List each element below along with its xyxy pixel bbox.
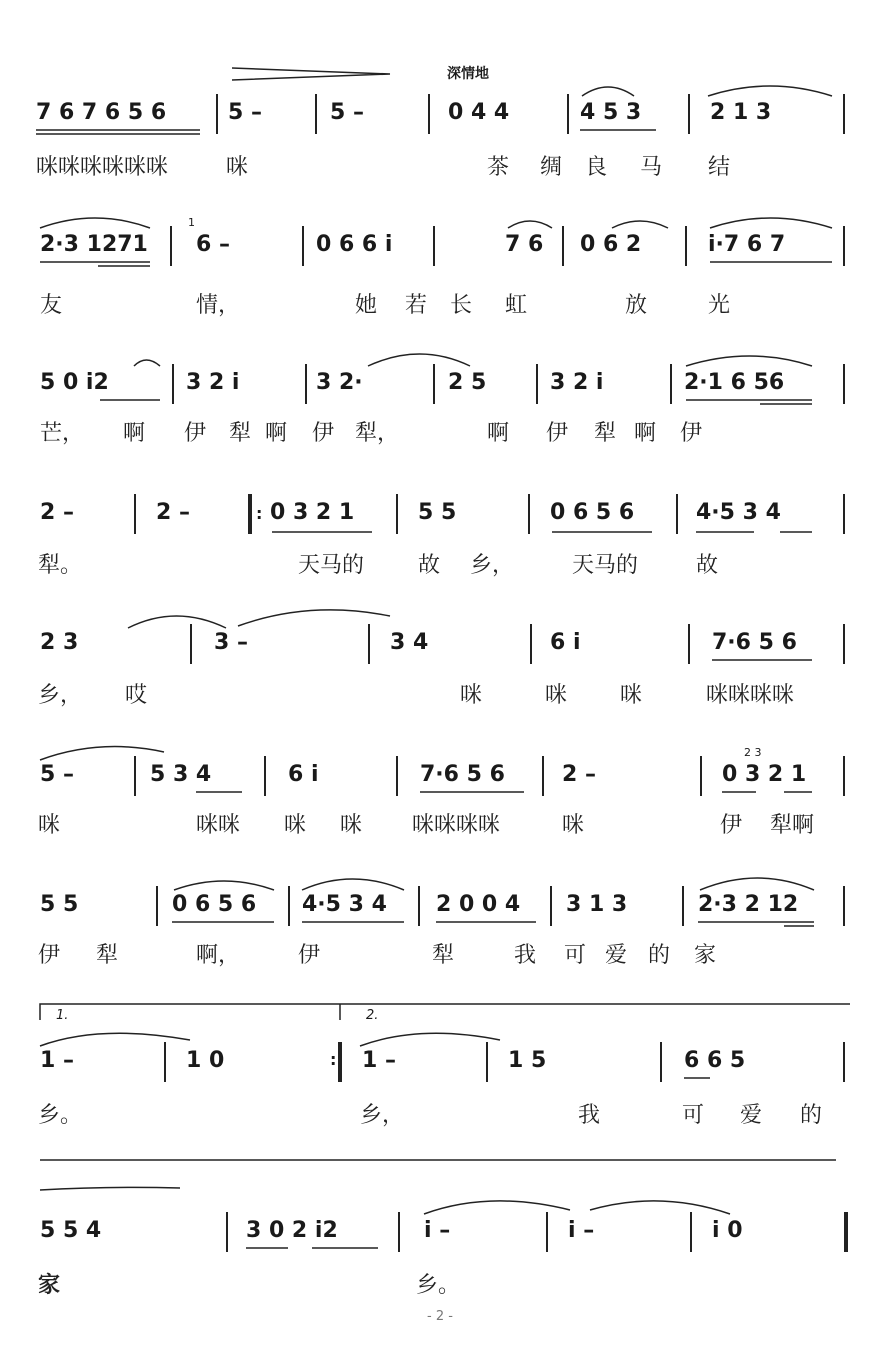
- measure: 0 6 2: [580, 232, 642, 257]
- lyric: 可: [564, 943, 587, 968]
- lyric: 长: [450, 293, 473, 318]
- measure: 2 3: [40, 630, 79, 655]
- lyric: 芒，: [40, 421, 85, 446]
- lyric: 我: [578, 1103, 601, 1128]
- measure: 6 –: [196, 232, 230, 257]
- slur: [424, 1201, 570, 1214]
- lyric: 伊: [680, 421, 703, 446]
- slur: [40, 747, 164, 760]
- page-number: - 2 -: [427, 1309, 453, 1324]
- lyric: 咪: [284, 813, 307, 838]
- lyric: 咪: [620, 683, 643, 708]
- slur: [302, 879, 404, 890]
- lyric: 乡，: [360, 1103, 405, 1128]
- lyric: 情，: [196, 293, 241, 318]
- lyric: 放: [625, 293, 648, 318]
- measure: 7·6 5 6: [712, 630, 797, 655]
- lyric: 咪: [38, 813, 61, 838]
- measure: 3 1 3: [566, 892, 628, 917]
- lyric: 若: [405, 293, 428, 318]
- measure: 6 i: [550, 630, 581, 655]
- lyric: 家: [694, 943, 717, 968]
- measure: 3 2·: [316, 370, 363, 395]
- lyric: 天马的: [572, 553, 639, 578]
- grace-note: 2 3: [744, 746, 762, 759]
- measure: 6 i: [288, 762, 319, 787]
- measure: i 0: [712, 1218, 743, 1243]
- lyric: 犁: [432, 943, 455, 968]
- measure: 7 6 7 6 5 6: [36, 100, 167, 125]
- measure: 3 0 2 i2: [246, 1218, 338, 1243]
- slur: [40, 1033, 190, 1046]
- lyric: 咪咪咪咪: [706, 683, 795, 708]
- measure: i –: [568, 1218, 595, 1243]
- repeat-dots: :: [330, 1050, 337, 1069]
- slur: [686, 356, 812, 366]
- measure: 4 5 3: [580, 100, 642, 125]
- lyric: 犁，: [355, 421, 400, 446]
- lyric: 啊: [634, 421, 657, 446]
- slur: [40, 218, 150, 228]
- volta-1-label: 1.: [56, 1008, 69, 1023]
- lyric: 友: [40, 293, 63, 318]
- lyric: 咪咪: [196, 813, 241, 838]
- slur: [612, 221, 668, 228]
- tempo-marking: 深情地: [447, 66, 489, 82]
- grace-note: 1: [188, 216, 195, 229]
- lyric: 虹: [505, 293, 528, 318]
- crescendo-hairpin: [232, 68, 390, 80]
- measure: 2 –: [40, 500, 74, 525]
- lyric: 天马的: [298, 553, 365, 578]
- measure: 3 2 i: [186, 370, 240, 395]
- volta-2-label: 2.: [366, 1008, 379, 1023]
- lyric: 咪: [562, 813, 585, 838]
- lyric: 爱: [740, 1103, 763, 1128]
- measure: 2 5: [448, 370, 487, 395]
- lyric: 乡，: [38, 683, 83, 708]
- lyric: 可: [682, 1103, 705, 1128]
- measure: 3 2 i: [550, 370, 604, 395]
- measure: 5 –: [40, 762, 74, 787]
- lyric: 犁啊: [770, 813, 815, 838]
- measure: 5 5 4: [40, 1218, 102, 1243]
- measure: 2·3 1271: [40, 232, 148, 257]
- lyric: 乡。: [416, 1273, 461, 1298]
- measure: 0 4 4: [448, 100, 510, 125]
- measure: 7·6 5 6: [420, 762, 505, 787]
- measure: 5 5: [418, 500, 457, 525]
- measure: 2 1 3: [710, 100, 772, 125]
- lyric: 她: [355, 293, 378, 318]
- measure: 3 4: [390, 630, 429, 655]
- lyric: 家: [38, 1272, 61, 1298]
- measure: 1 0: [186, 1048, 225, 1073]
- lyric: 我: [514, 943, 537, 968]
- lyric: 咪: [545, 683, 568, 708]
- volta-bracket: [40, 1004, 850, 1020]
- lyric: 故: [418, 553, 441, 578]
- slur: [708, 86, 832, 96]
- measure: 1 –: [362, 1048, 396, 1073]
- lyric: 伊: [546, 421, 569, 446]
- lyric: 咪: [460, 683, 483, 708]
- measure: 5 –: [330, 100, 364, 125]
- lyric: 啊: [487, 421, 510, 446]
- lyric: 咪: [226, 155, 249, 180]
- measure: 5 3 4: [150, 762, 212, 787]
- lyric: 啊: [265, 421, 288, 446]
- lyric: 伊: [312, 421, 335, 446]
- slur: [700, 878, 814, 890]
- measure: 0 3 2 1: [722, 762, 807, 787]
- measure: 4·5 3 4: [696, 500, 781, 525]
- lyric: 咪咪咪咪咪咪: [36, 155, 169, 180]
- measure: 0 6 6 i: [316, 232, 393, 257]
- slur: [590, 1201, 730, 1214]
- measure: 0 6 5 6: [550, 500, 635, 525]
- lyric: 爱: [605, 943, 628, 968]
- lyric: 咪咪咪咪: [412, 813, 501, 838]
- lyric: 良: [585, 155, 608, 180]
- slur: [360, 1033, 500, 1046]
- lyric: 犁: [96, 943, 119, 968]
- measure: i –: [424, 1218, 451, 1243]
- lyric: 光: [708, 293, 731, 318]
- slur: [368, 354, 470, 366]
- slur: [174, 881, 274, 890]
- lyric: 马: [640, 155, 663, 180]
- lyric: 茶: [487, 155, 510, 180]
- lyric: 啊: [123, 421, 146, 446]
- measure: 1 5: [508, 1048, 547, 1073]
- measure: 5 0 i2: [40, 370, 109, 395]
- lyric: 伊: [38, 943, 61, 968]
- measure: 5 –: [228, 100, 262, 125]
- lyric: 犁: [229, 421, 252, 446]
- measure: 2 0 0 4: [436, 892, 521, 917]
- measure: 0 3 2 1: [270, 500, 355, 525]
- lyric: 犁: [594, 421, 617, 446]
- slur: [128, 616, 226, 628]
- lyric: 哎: [125, 683, 148, 708]
- slur: [582, 87, 634, 96]
- measure: 1 –: [40, 1048, 74, 1073]
- lyric: 的: [800, 1103, 823, 1128]
- measure: i·7 6 7: [708, 232, 786, 257]
- lyric: 犁。: [38, 553, 83, 578]
- lyric: 伊: [184, 421, 207, 446]
- measure: 3 –: [214, 630, 248, 655]
- lyric: 结: [708, 155, 731, 180]
- slur: [710, 218, 832, 228]
- slur: [134, 360, 160, 366]
- slur: [508, 221, 552, 228]
- measure: 2 –: [156, 500, 190, 525]
- measure: 2·1 6 56: [684, 370, 785, 395]
- slur: [40, 1187, 180, 1190]
- measure: 2 –: [562, 762, 596, 787]
- lyric: 绸: [540, 155, 563, 180]
- measure: 5 5: [40, 892, 79, 917]
- repeat-dots: :: [256, 504, 263, 523]
- lyric: 故: [696, 553, 719, 578]
- lyric: 伊: [720, 813, 743, 838]
- lyric: 的: [648, 943, 671, 968]
- measure: 7 6: [505, 232, 544, 257]
- lyric: 伊: [298, 943, 321, 968]
- measure: 6 6 5: [684, 1048, 746, 1073]
- lyric: 乡。: [38, 1103, 83, 1128]
- measure: 2·3 2 12: [698, 892, 799, 917]
- measure: 0 6 5 6: [172, 892, 257, 917]
- lyric: 乡，: [470, 553, 515, 578]
- lyric: 啊，: [196, 943, 241, 968]
- lyric: 咪: [340, 813, 363, 838]
- measure: 4·5 3 4: [302, 892, 387, 917]
